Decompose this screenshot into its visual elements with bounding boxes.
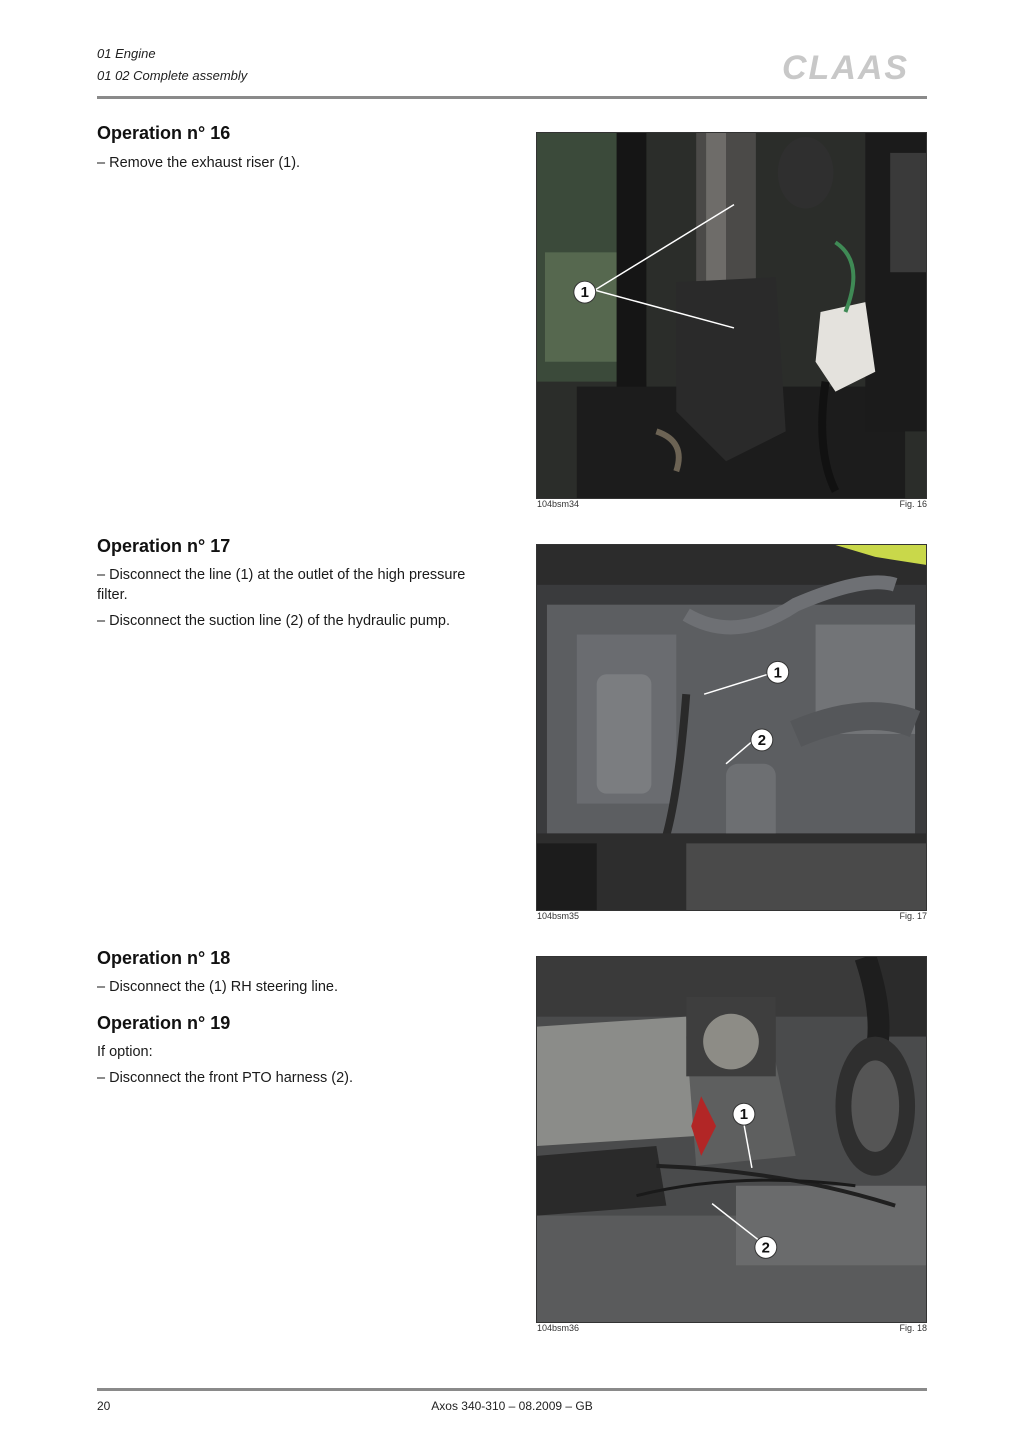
header-divider [97, 96, 927, 99]
instruction-line: – Disconnect the (1) RH steering line. [97, 979, 338, 995]
callout-2: 2 [761, 1239, 770, 1257]
footer-divider [97, 1388, 927, 1391]
figure-18-label: Fig. 18 [899, 1323, 927, 1333]
section-title: 01 02 Complete assembly [97, 68, 248, 83]
chapter-title: 01 Engine [97, 46, 156, 61]
callout-2: 2 [757, 731, 766, 749]
figure-18-code: 104bsm36 [537, 1323, 580, 1333]
figure-16-code: 104bsm34 [537, 499, 580, 509]
instruction-line: – Remove the exhaust riser (1). [97, 155, 301, 171]
operation-17-text [97, 565, 497, 631]
instruction-line: If option: [97, 1044, 153, 1060]
figure-17-code: 104bsm35 [537, 911, 580, 921]
figure-18-photo [536, 956, 927, 1323]
figure-17-photo [536, 544, 927, 911]
callout-1: 1 [773, 664, 782, 682]
operation-19-text [97, 1042, 497, 1088]
figure-16-photo [536, 132, 927, 499]
instruction-line: – Disconnect the line (1) at the outlet of the high pressure filter. [97, 567, 466, 603]
callout-1: 1 [739, 1106, 749, 1124]
instruction-line: – Disconnect the suction line (2) of the hydraulic pump. [97, 613, 451, 629]
page-number: 20 [97, 1399, 111, 1413]
logo-text: CLAAS [782, 49, 910, 84]
operation-16-text [97, 153, 497, 173]
figure-16-label: Fig. 16 [899, 499, 927, 509]
operation-16-title: Operation n° 16 [97, 123, 231, 143]
document-id: Axos 340-310 – 08.2009 – GB [431, 1399, 593, 1413]
figure-17-label: Fig. 17 [899, 911, 927, 921]
operation-19-title: Operation n° 19 [97, 1013, 231, 1033]
instruction-line: – Disconnect the front PTO harness (2). [97, 1070, 354, 1086]
operation-17-title: Operation n° 17 [97, 536, 231, 556]
claas-logo [780, 48, 926, 84]
callout-1: 1 [580, 284, 589, 302]
operation-18-title: Operation n° 18 [97, 948, 231, 968]
operation-18-text [97, 977, 497, 997]
